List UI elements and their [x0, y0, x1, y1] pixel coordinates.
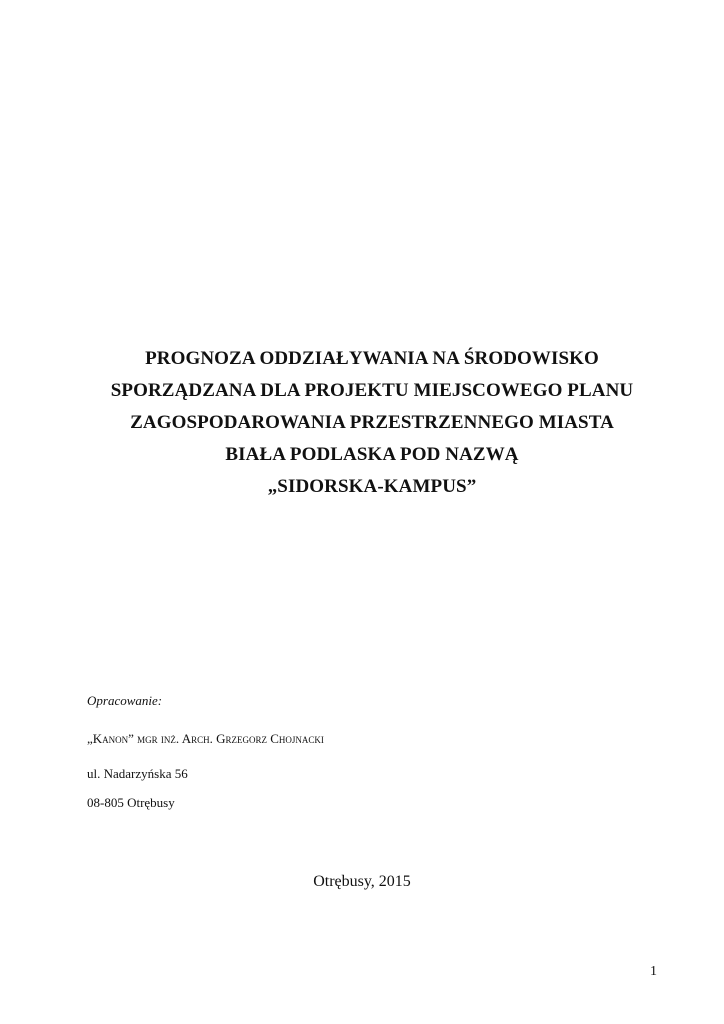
title-line-3: ZAGOSPODAROWANIA PRZESTRZENNEGO MIASTA	[130, 412, 614, 433]
title-line-4: BIAŁA PODLASKA POD NAZWĄ	[225, 444, 519, 465]
document-title	[60, 343, 684, 503]
title-line-1: PROGNOZA ODDZIAŁYWANIA NA ŚRODOWISKO	[145, 348, 599, 369]
prepared-by-label: Opracowanie:	[87, 693, 163, 708]
author-name: „Kanon” mgr inż. Arch. Grzegorz Chojnacki	[87, 731, 324, 746]
title-line-2: SPORZĄDZANA DLA PROJEKTU MIEJSCOWEGO PLANU	[110, 380, 634, 401]
place-and-date: Otrębusy, 2015	[313, 873, 411, 890]
address-street: ul. Nadarzyńska 56	[87, 766, 188, 781]
title-line-5: „SIDORSKA-KAMPUS”	[267, 476, 477, 497]
page-number: 1	[650, 964, 657, 979]
address-city: 08-805 Otrębusy	[87, 795, 175, 810]
